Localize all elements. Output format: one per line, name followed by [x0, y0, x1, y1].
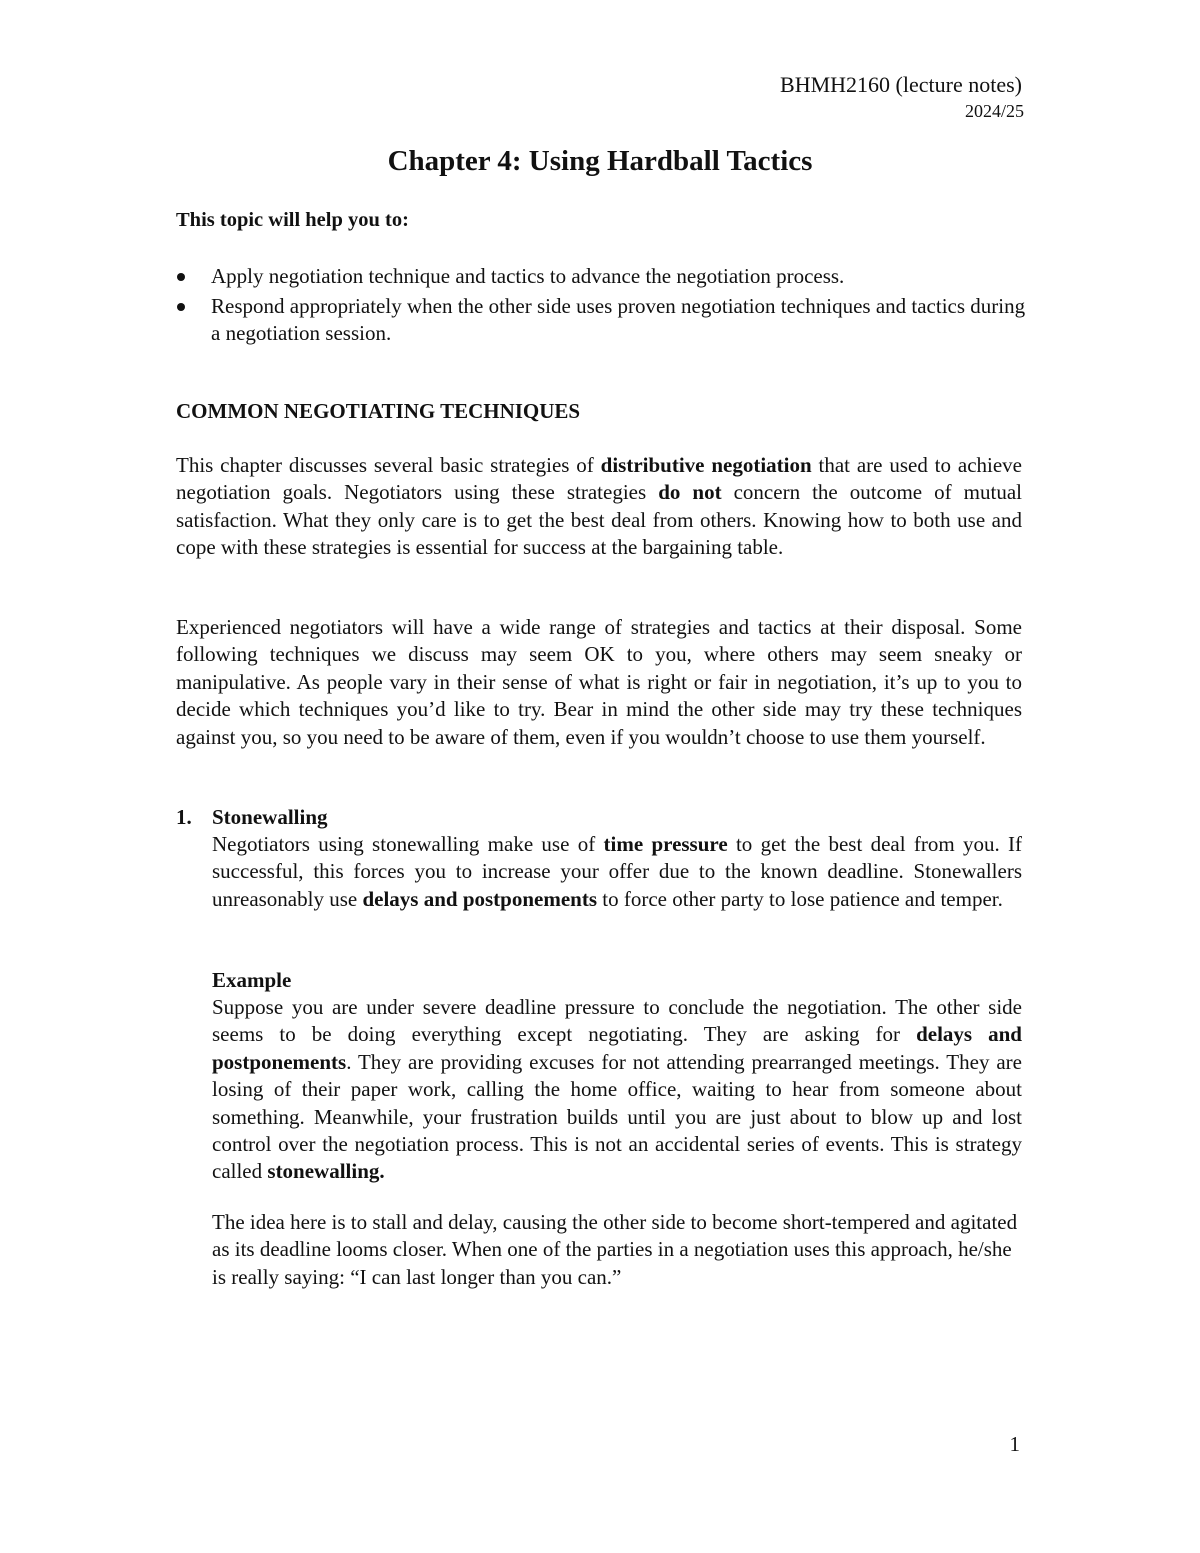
text-run: to force other party to lose patience and temper.	[597, 886, 1003, 911]
course-header: BHMH2160 (lecture notes)	[780, 72, 1022, 97]
bold-term: time pressure	[603, 832, 728, 856]
text-run: Suppose you are under severe deadline pressure to conclude the negotiation. The other side seems to be doing everything except negotiating. They are asking for	[212, 995, 1022, 1047]
example-heading: Example	[212, 968, 292, 992]
objective-item	[176, 263, 1036, 290]
objective-item	[176, 293, 1036, 347]
objective-text: Apply negotiation technique and tactics to advance the negotiation process.	[211, 264, 845, 288]
experienced-paragraph: Experienced negotiators will have a wide range of strategies and tactics at their disposal. Some following techniques we discuss may seem OK to you, where others may seem sneaky or manipulative. As people vary in their sense of what is right or fair in negotiation, it’s up to you to decide which techniques you’d like to try. Bear in mind the other side may try these techniques against you, so you need to be aware of them, even if you wouldn’t choose to use them yourself.	[176, 615, 1022, 749]
closing-paragraph: The idea here is to stall and delay, causing the other side to become short-tempered and agitated as its deadline looms closer. When one of the parties in a negotiation uses this approach, he/she is really saying: “I can last longer than you can.”	[212, 1210, 1018, 1289]
text-run: Negotiators using stonewalling make use of	[212, 832, 604, 856]
example-paragraph	[212, 994, 1022, 1186]
text-run: concern the outcome of mutual satisfaction. What they only care is to get the best deal from others. Knowing how to both use and cope with these strategies is essential for success at the bargaining table.	[176, 480, 1022, 560]
objectives-list	[176, 263, 1036, 350]
text-run: . They are providing excuses for not attending prearranged meetings. They are losing of their paper work, calling the home office, waiting to hear from someone about something. Meanwhile, your frustration builds until you are just about to blow up and lost control over the negotiation process. This is not an accidental series of events. This is strategy called	[212, 1049, 1022, 1184]
objectives-heading: This topic will help you to:	[176, 209, 409, 231]
bold-term: stonewalling.	[267, 1159, 385, 1184]
page-number: 1	[1009, 1432, 1020, 1456]
item-title: Stonewalling	[212, 805, 328, 829]
academic-year: 2024/25	[964, 101, 1024, 121]
bold-term: delays and postponements	[362, 886, 598, 911]
text-run: that are used to achieve negotiation goals. Negotiators using these strategies	[176, 453, 1022, 505]
bold-term: delays and postponements	[212, 1022, 1022, 1074]
bullet-icon	[177, 303, 185, 311]
bold-term: distributive negotiation	[600, 453, 812, 477]
bullet-icon	[177, 273, 185, 281]
intro-paragraph	[176, 452, 1022, 562]
bold-term: do not	[658, 480, 722, 505]
chapter-title: Chapter 4: Using Hardball Tactics	[387, 145, 813, 177]
objective-text: Respond appropriately when the other side uses proven negotiation techniques and tactics during a negotiation session.	[211, 294, 1026, 345]
stonewalling-description	[212, 831, 1022, 913]
text-run: This chapter discusses several basic strategies of	[176, 453, 601, 477]
text-run: to get the best deal from you. If successful, this forces you to increase your offer due to the known deadline. Stonewallers unreasonably use	[212, 832, 1023, 911]
section-heading: COMMON NEGOTIATING TECHNIQUES	[176, 399, 581, 423]
item-number: 1.	[176, 805, 192, 829]
